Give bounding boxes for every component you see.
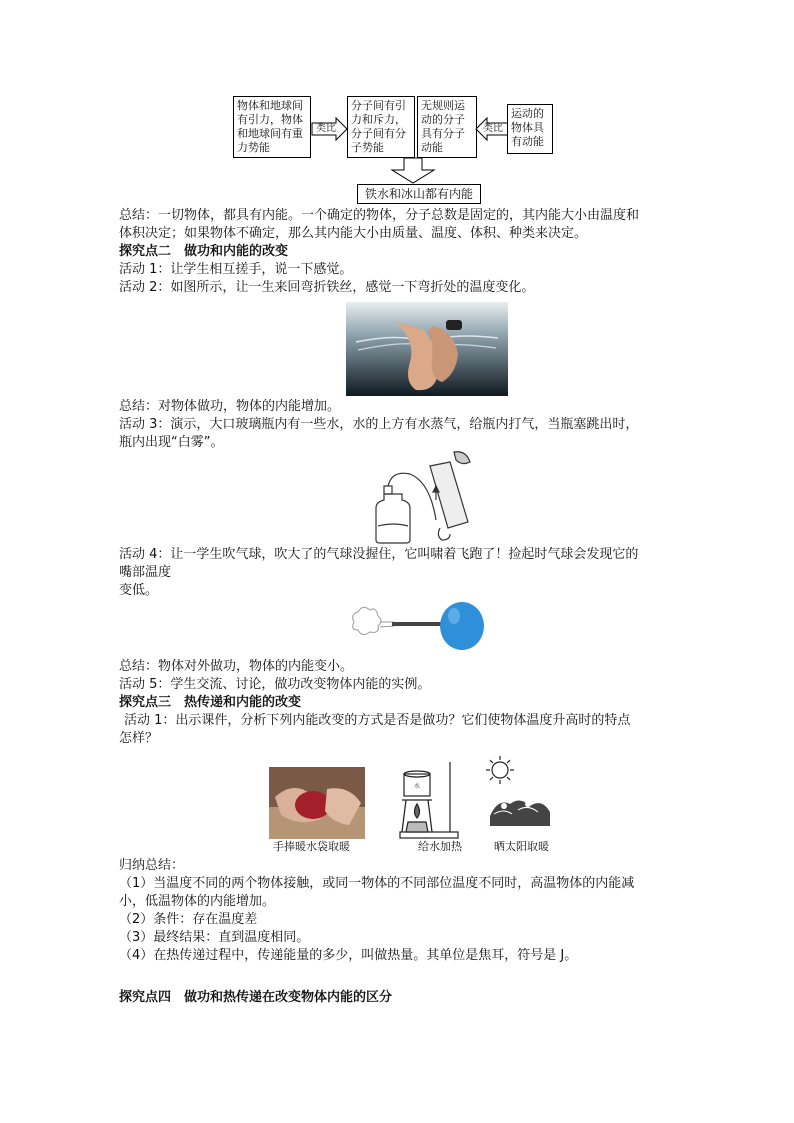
- summary-2: 总结：对物体做功，物体的内能增加。: [119, 399, 341, 414]
- molecular-kinetic-box: [417, 96, 477, 158]
- heating-water-illustration: [392, 760, 464, 840]
- box-line: 物体和地球间: [237, 99, 303, 112]
- activity-4-line-3: 变低。: [119, 583, 159, 598]
- analogy-label-right: 类比: [483, 123, 503, 134]
- activity-5: 活动 5：学生交流、讨论，做功改变物体内能的实例。: [119, 677, 431, 692]
- box-line: 有动能: [511, 135, 544, 148]
- section-3-title: 探究点三 热传递和内能的改变: [119, 695, 302, 710]
- analogy-label-left: 类比: [316, 123, 336, 134]
- box-line: 无规则运: [421, 99, 465, 112]
- caption-sunbathing: 晒太阳取暖: [494, 840, 549, 853]
- box-line: 动能: [421, 141, 443, 154]
- section-2-title: 探究点二 做功和内能的改变: [119, 244, 289, 259]
- summary-1-line-2: 体积决定；如果物体不确定，那么其内能大小由质量、温度、体积、种类来决定。: [119, 226, 588, 241]
- conclusion-3: （3）最终结果：直到温度相同。: [119, 930, 310, 945]
- conclusion-title: 归纳总结：: [119, 858, 185, 873]
- kinetic-box: [507, 104, 553, 154]
- bottle-pump-illustration: [370, 448, 480, 544]
- hot-water-bag-photo: [269, 767, 365, 839]
- box-line: 运动的: [511, 107, 544, 120]
- box-line: 物体具: [511, 121, 544, 134]
- box-line: 分子间有分: [351, 127, 406, 140]
- summary-3: 总结：物体对外做功，物体的内能变小。: [119, 659, 354, 674]
- result-box: 铁水和冰山都有内能: [357, 184, 481, 204]
- conclusion-1-line-2: 小，低温物体的内能增加。: [119, 894, 276, 909]
- summary-1-line-1: 总结：一切物体，都具有内能。一个确定的物体，分子总数是固定的，其内能大小由温度和: [119, 208, 640, 223]
- box-line: 和地球间有重: [237, 127, 303, 140]
- activity-4-line-2: 嘴部温度: [119, 565, 172, 580]
- svg-text:水: 水: [414, 783, 421, 790]
- box-line: 有引力，物体: [237, 113, 303, 126]
- balloon-illustration: [350, 600, 484, 658]
- activity-2: 活动 2：如图所示，让一生来回弯折铁丝，感觉一下弯折处的温度变化。: [119, 280, 535, 295]
- box-line: 具有分子: [421, 127, 465, 140]
- caption-hot-water-bag: 手捧暖水袋取暖: [273, 840, 350, 853]
- activity-3-line-2: 瓶内出现“白雾”。: [119, 435, 224, 450]
- box-line: 分子间有引: [351, 99, 406, 112]
- box-line: 动的分子: [421, 113, 465, 126]
- activity-3-line-1: 活动 3：演示，大口玻璃瓶内有一些水，水的上方有水蒸气，给瓶内打气，当瓶塞跳出时，: [119, 417, 639, 432]
- wire-bending-photo: [346, 302, 508, 396]
- molecular-potential-box: [347, 96, 415, 158]
- box-line: 子势能: [351, 141, 384, 154]
- down-arrow: [392, 158, 436, 184]
- section-4-title: 探究点四 做功和热传递在改变物体内能的区分: [119, 990, 393, 1005]
- section-3-activity-line-2: 怎样？: [119, 731, 159, 746]
- box-line: 力和斥力，: [351, 113, 406, 126]
- activity-4-line-1: 活动 4：让一学生吹气球，吹大了的气球没握住，它叫啸着飞跑了！捡起时气球会发现它的: [119, 547, 639, 562]
- sunbathing-illustration: [484, 754, 556, 838]
- conclusion-2: （2）条件：存在温度差: [119, 912, 258, 927]
- section-3-activity-line-1: 活动 1：出示课件，分析下列内能改变的方式是否是做功？它们使物体温度升高时的特点: [124, 713, 631, 728]
- conclusion-1-line-1: （1）当温度不同的两个物体接触，或同一物体的不同部位温度不同时，高温物体的内能减: [119, 876, 635, 891]
- conclusion-4: （4）在热传递过程中，传递能量的多少，叫做热量。其单位是焦耳，符号是 J。: [119, 948, 578, 963]
- box-line: 力势能: [237, 141, 270, 154]
- activity-1: 活动 1：让学生相互搓手，说一下感觉。: [119, 262, 353, 277]
- caption-heating-water: 给水加热: [418, 840, 462, 853]
- gravity-box: [233, 96, 311, 158]
